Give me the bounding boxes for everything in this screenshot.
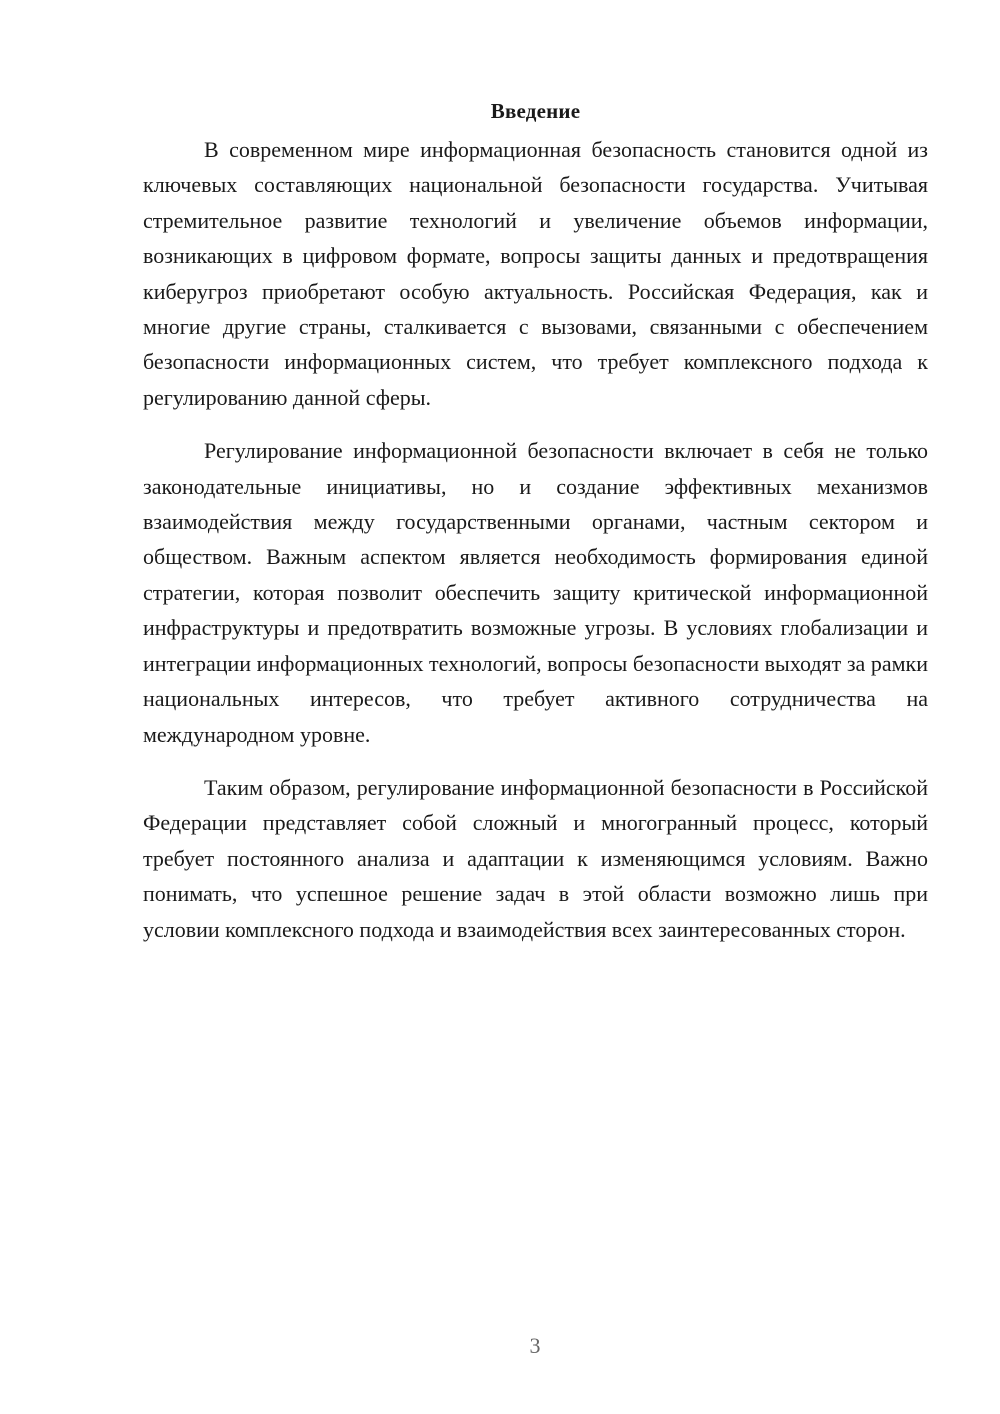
page-content [143, 96, 928, 947]
section-heading: Введение [490, 99, 581, 123]
page-number: 3 [529, 1333, 541, 1358]
paragraph-2: Регулирование информационной безопасности включает в себя не только законодательные инициативы, но и создание эффективных механизмов взаимодействия между государственными органами, частным сектором и обществом. Важным аспектом является необходимость формирования единой стратегии, которая позволит обеспечить защиту критической информационной инфраструктуры и предотвратить возможные угрозы. В условиях глобализации и интеграции информационных технологий, вопросы безопасности выходят за рамки национальных интересов, что требует активного сотрудничества на международном уровне. [143, 438, 928, 747]
paragraph-1: В современном мире информационная безопасность становится одной из ключевых составляющих национальной безопасности государства. Учитывая стремительное развитие технологий и увеличение объемов информации, возникающих в цифровом формате, вопросы защиты данных и предотвращения киберугроз приобретают особую актуальность. Российская Федерация, как и многие другие страны, сталкивается с вызовами, связанными с обеспечением безопасности информационных систем, что требует комплексного подхода к регулированию данной сферы. [143, 137, 928, 410]
paragraph-3: Таким образом, регулирование информационной безопасности в Российской Федерации представляет собой сложный и многогранный процесс, который требует постоянного анализа и адаптации к изменяющимся условиям. Важно понимать, что успешное решение задач в этой области возможно лишь при условии комплексного подхода и взаимодействия всех заинтересованных сторон. [143, 774, 928, 942]
